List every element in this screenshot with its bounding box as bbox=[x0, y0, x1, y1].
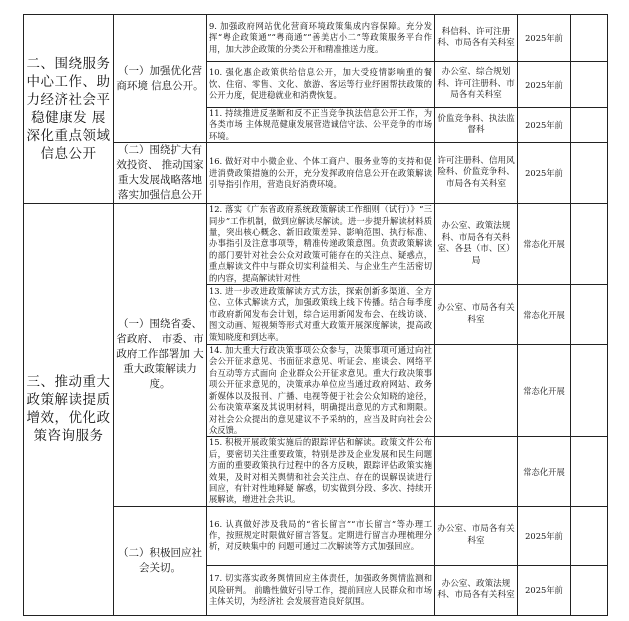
responsible-unit bbox=[435, 437, 518, 506]
responsible-unit: 许可注册科、信用风险科、价监竞争科、市局各有关科室 bbox=[435, 143, 518, 204]
task-text: 17. 切实落实政务舆情回应主体责任，加强政务舆情监测和风险研判。 前瞻性做好引导工作，提前回应人民群众和市场主体关切，为经济社 会发展营造良好氛围。 bbox=[207, 565, 435, 615]
blank-cell bbox=[571, 108, 608, 143]
blank-cell bbox=[571, 15, 608, 62]
blank-cell bbox=[571, 62, 608, 108]
deadline: 常态化开展 bbox=[518, 285, 571, 345]
responsible-unit bbox=[435, 345, 518, 437]
task-text: 16. 认真做好涉及我局的“省长留言”“市长留言”等办理工作，按照规定时限做好留言答复。定期进行留言办理梳理分析，对反映集中的 问题可通过二次解读等方式加强回应。 bbox=[207, 506, 435, 565]
task-text: 14. 加大重大行政决策事项公众参与，决策事项可通过向社会公开征求意见、书面征求意见、听证会、座谈会、网络平台互动等方式面向 企业群众公开征求意见。重大行政决策事项公开征求意见的，决策承办单位应当通过政府网站、政务新媒体以及报刊、广播、电视等便于社会公众知晓的途径，公布决策草案及其说明材料，明确提出意见的方式和期限。对社会公众提出的意见建议不予采纳的，应当及时向社会公众反馈。 bbox=[207, 345, 435, 437]
table-row bbox=[24, 15, 608, 62]
responsible-unit: 价监竞争科、执法监督科 bbox=[435, 108, 518, 143]
responsible-unit: 办公室、政策法规科、市局各有关科室 bbox=[435, 565, 518, 615]
deadline: 2025年前 bbox=[518, 506, 571, 565]
section-title-2: 二、围绕服务中心工作、助力经济社会平稳健康发 展深化重点领域信息公开 bbox=[24, 15, 114, 204]
deadline: 2025年前 bbox=[518, 143, 571, 204]
deadline: 常态化开展 bbox=[518, 345, 571, 437]
responsible-unit: 办公室、综合规划科、许可注册科、市局各有关科室 bbox=[435, 62, 518, 108]
subsection-title-2-2: （二）围绕扩大有效投资、 推动国家重大发展战略落地落实加强信息公开 bbox=[114, 143, 207, 204]
deadline: 常态化开展 bbox=[518, 204, 571, 285]
blank-cell bbox=[571, 345, 608, 437]
blank-cell bbox=[571, 285, 608, 345]
task-text: 13. 进一步改进政策解读方式方法，探索创新多渠道、全方位、立体式解读方式，加强政策线上线下传播。结合每季度市政府新闻发布会计划，综合运用新闻发布会、在线访谈、图文动画、短视频等形式对重大政策开展深度解读，提高政策知晓度和到达率。 bbox=[207, 285, 435, 345]
subsection-title-3-2: （二）积极回应社会关切。 bbox=[114, 506, 207, 615]
task-text: 16. 做好对中小微企业、个体工商户、服务业等的支持和促进消费政策措施的公开，充分发挥政府信息公开在政策解读引导指引作用，营造良好消费环境。 bbox=[207, 143, 435, 204]
table-row bbox=[24, 204, 608, 285]
responsible-unit: 办公室、市局各有关科室 bbox=[435, 285, 518, 345]
task-text: 10. 强化惠企政策供给信息公开，加大受疫情影响重的餐饮、住宿、零售、文化、旅游、客运等行业纾困帮扶政策的公开力度，促进稳就业和消费恢复。 bbox=[207, 62, 435, 108]
deadline: 2025年前 bbox=[518, 108, 571, 143]
section-title-3: 三、推动重大政策解读提质增效，优化政策咨询服务 bbox=[24, 204, 114, 616]
subsection-title-3-1: （一）围绕省委、省政府、 市委、市政府工作部署加 大重大政策解读力度。 bbox=[114, 204, 207, 507]
responsible-unit: 办公室、政策法规科、市局各有关科室、各县（市、区）局 bbox=[435, 204, 518, 285]
blank-cell bbox=[571, 143, 608, 204]
task-text: 9. 加强政府网站优化营商环境政策集成内容保障。充分发挥“粤企政策通”“粤商通”“善美店小二”等政策服务平台作用，加大涉企政策的分类公开和精准推送力度。 bbox=[207, 15, 435, 62]
blank-cell bbox=[571, 565, 608, 615]
blank-cell bbox=[571, 506, 608, 565]
responsible-unit: 办公室、市局各有关科室 bbox=[435, 506, 518, 565]
work-plan-table bbox=[23, 14, 608, 616]
responsible-unit: 科信科、许可注册科、市局各有关科室 bbox=[435, 15, 518, 62]
blank-cell bbox=[571, 437, 608, 506]
blank-cell bbox=[571, 204, 608, 285]
task-text: 15. 积极开展政策实施后的跟踪评估和解读。政策文件公布后，要密切关注重要政策，特别是涉及企业发展和民生问题方面的重要政策执行过程中的各方反映，跟踪评估政策实施效果，及时对相关舆情和社会关注点、存在的误解误读进行回应，有针对性地释疑 解惑，切实做到分段、多次、持续开展解读，增进社会共识。 bbox=[207, 437, 435, 506]
deadline: 常态化开展 bbox=[518, 437, 571, 506]
task-text: 12. 落实《广东省政府系统政策解读工作细则（试行）》“三同步”工作机制，做到应解读尽解读。进一步提升解读材料质量，突出核心概念、新旧政策差异、影响范围、执行标准、办事指引及注意事项等，精准传递政策意图。负责政策解读的部门要针对社会公众对政策可能存在的关注点、疑惑点，重点解读文件中与群众切实利益相关、与企业生产生活密切的内容，提高解读针对性 bbox=[207, 204, 435, 285]
subsection-title-2-1: （一）加强优化营商环境 信息公开。 bbox=[114, 15, 207, 143]
deadline: 2025年前 bbox=[518, 62, 571, 108]
deadline: 2025年前 bbox=[518, 565, 571, 615]
task-text: 11. 持续推进反垄断和反不正当竞争执法信息公开工作，为各类市场 主体规范健康发展营造诚信守法、公平竞争的市场环境。 bbox=[207, 108, 435, 143]
deadline: 2025年前 bbox=[518, 15, 571, 62]
